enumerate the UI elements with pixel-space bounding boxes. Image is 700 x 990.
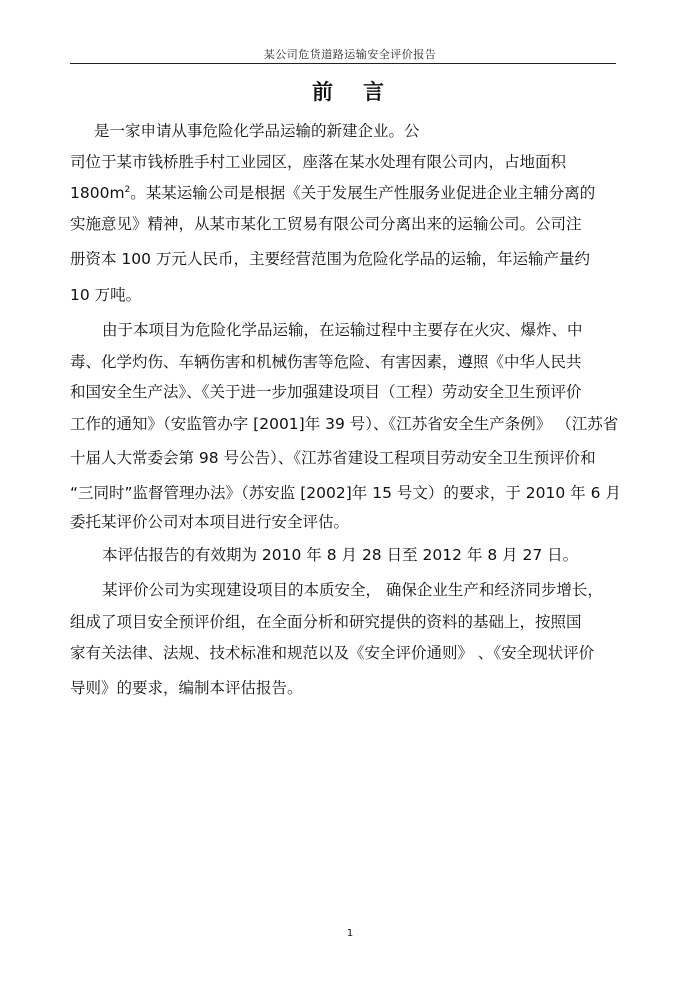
body-line-16: 组成了项目安全预评价组，在全面分析和研究提供的资料的基础上，按照国: [70, 613, 582, 631]
page-title-left: 前: [312, 80, 337, 104]
body-line-17: 家有关法律、法规、技术标准和规范以及《安全评价通则》 、《安全现状评价: [70, 644, 595, 662]
body-line-14: 本评估报告的有效期为 2010 年 8 月 28 日至 2012 年 8 月 27 日。: [102, 546, 579, 564]
body-line-8: 毒、化学灼伤、车辆伤害和机械伤害等危险、有害因素，遵照《中华人民共: [70, 353, 582, 371]
land-area-superscript: 2: [124, 184, 131, 195]
body-line-4: 实施意见》精神，从某市某化工贸易有限公司分离出来的运输公司。公司注: [70, 215, 582, 233]
body-line-13: 委托某评价公司对本项目进行安全评估。: [70, 513, 350, 531]
body-line-5: 册资本 100 万元人民币，主要经营范围为危险化学品的运输，年运输产量约: [70, 250, 590, 268]
page-title: [0, 76, 700, 106]
body-line-1: 是一家申请从事危险化学品运输的新建企业。公: [94, 122, 420, 140]
body-line-11: 十届人大常委会第 98 号公告）、《江苏省建设工程项目劳动安全卫生预评价和: [70, 449, 596, 467]
header-rule: [70, 63, 616, 64]
body-line-3-text: 。某某运输公司是根据《关于发展生产性服务业促进企业主辅分离的: [130, 184, 596, 202]
body-line-7: 由于本项目为危险化学品运输，在运输过程中主要存在火灾、爆炸、中: [102, 321, 583, 339]
body-line-3: [70, 183, 595, 203]
land-area-value: 1800m: [70, 184, 125, 202]
running-header: 某公司危货道路运输安全评价报告: [263, 48, 437, 61]
body-line-6: 10 万吨。: [70, 286, 142, 304]
body-line-2: 司位于某市钱桥胜手村工业园区，座落在某水处理有限公司内，占地面积: [70, 153, 567, 171]
page-title-right: 言: [363, 80, 388, 104]
body-line-12: “三同时”监督管理办法》（苏安监 [2002]年 15 号文）的要求，于 2010 年 6 月: [70, 484, 621, 502]
page-number: 1: [346, 928, 354, 939]
body-line-9: 和国安全生产法》、《关于进一步加强建设项目（工程）劳动安全卫生预评价: [70, 383, 582, 401]
body-line-18: 导则》的要求，编制本评估报告。: [70, 679, 303, 697]
body-line-10: 工作的通知》（安监管办字 [2001]年 39 号）、《江苏省安全生产条例》 （江苏省: [70, 415, 619, 433]
body-line-15: 某评价公司为实现建设项目的本质安全， 确保企业生产和经济同步增长，: [102, 581, 603, 599]
